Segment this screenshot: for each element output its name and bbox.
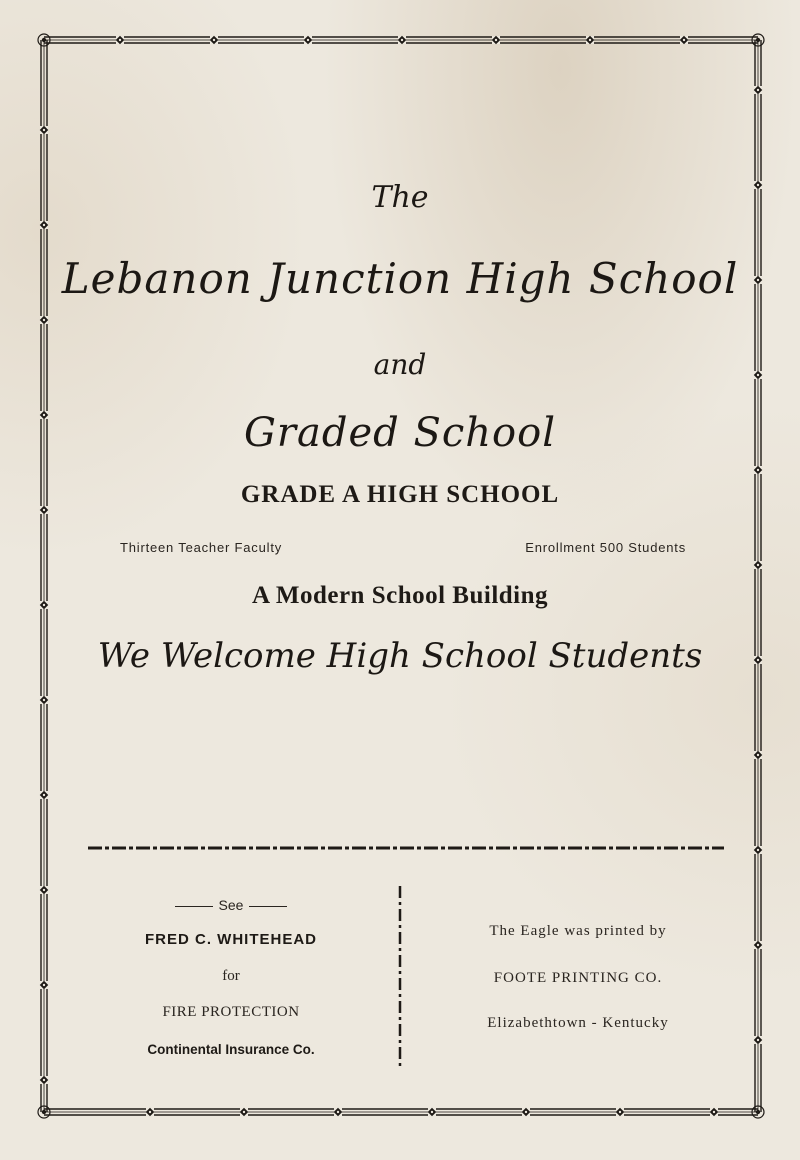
heading-and: and [373,348,427,381]
for-text: for [222,968,240,984]
welcome-heading: We Welcome High School Students [97,636,703,676]
advertiser-name: FRED C. WHITEHEAD [145,931,317,948]
see-rule-right [249,906,287,907]
printer-name: FOOTE PRINTING CO. [493,970,663,986]
faculty-text: Thirteen Teacher Faculty [120,540,283,555]
graded-school-heading: Graded School [243,410,557,456]
heading-the: The [371,180,429,215]
see-rule-left [175,906,213,907]
grade-a-heading: GRADE A HIGH SCHOOL [240,481,560,508]
printed-by-text: The Eagle was printed by [489,923,667,939]
printer-location: Elizabethtown - Kentucky [487,1015,669,1031]
service-text: FIRE PROTECTION [162,1004,300,1020]
see-text: See [218,897,244,913]
see-label [100,897,362,913]
insurance-company: Continental Insurance Co. [147,1042,315,1057]
school-name-heading: Lebanon Junction High School [61,254,739,303]
modern-building-heading: A Modern School Building [251,582,549,609]
enrollment-text: Enrollment 500 Students [525,540,686,555]
